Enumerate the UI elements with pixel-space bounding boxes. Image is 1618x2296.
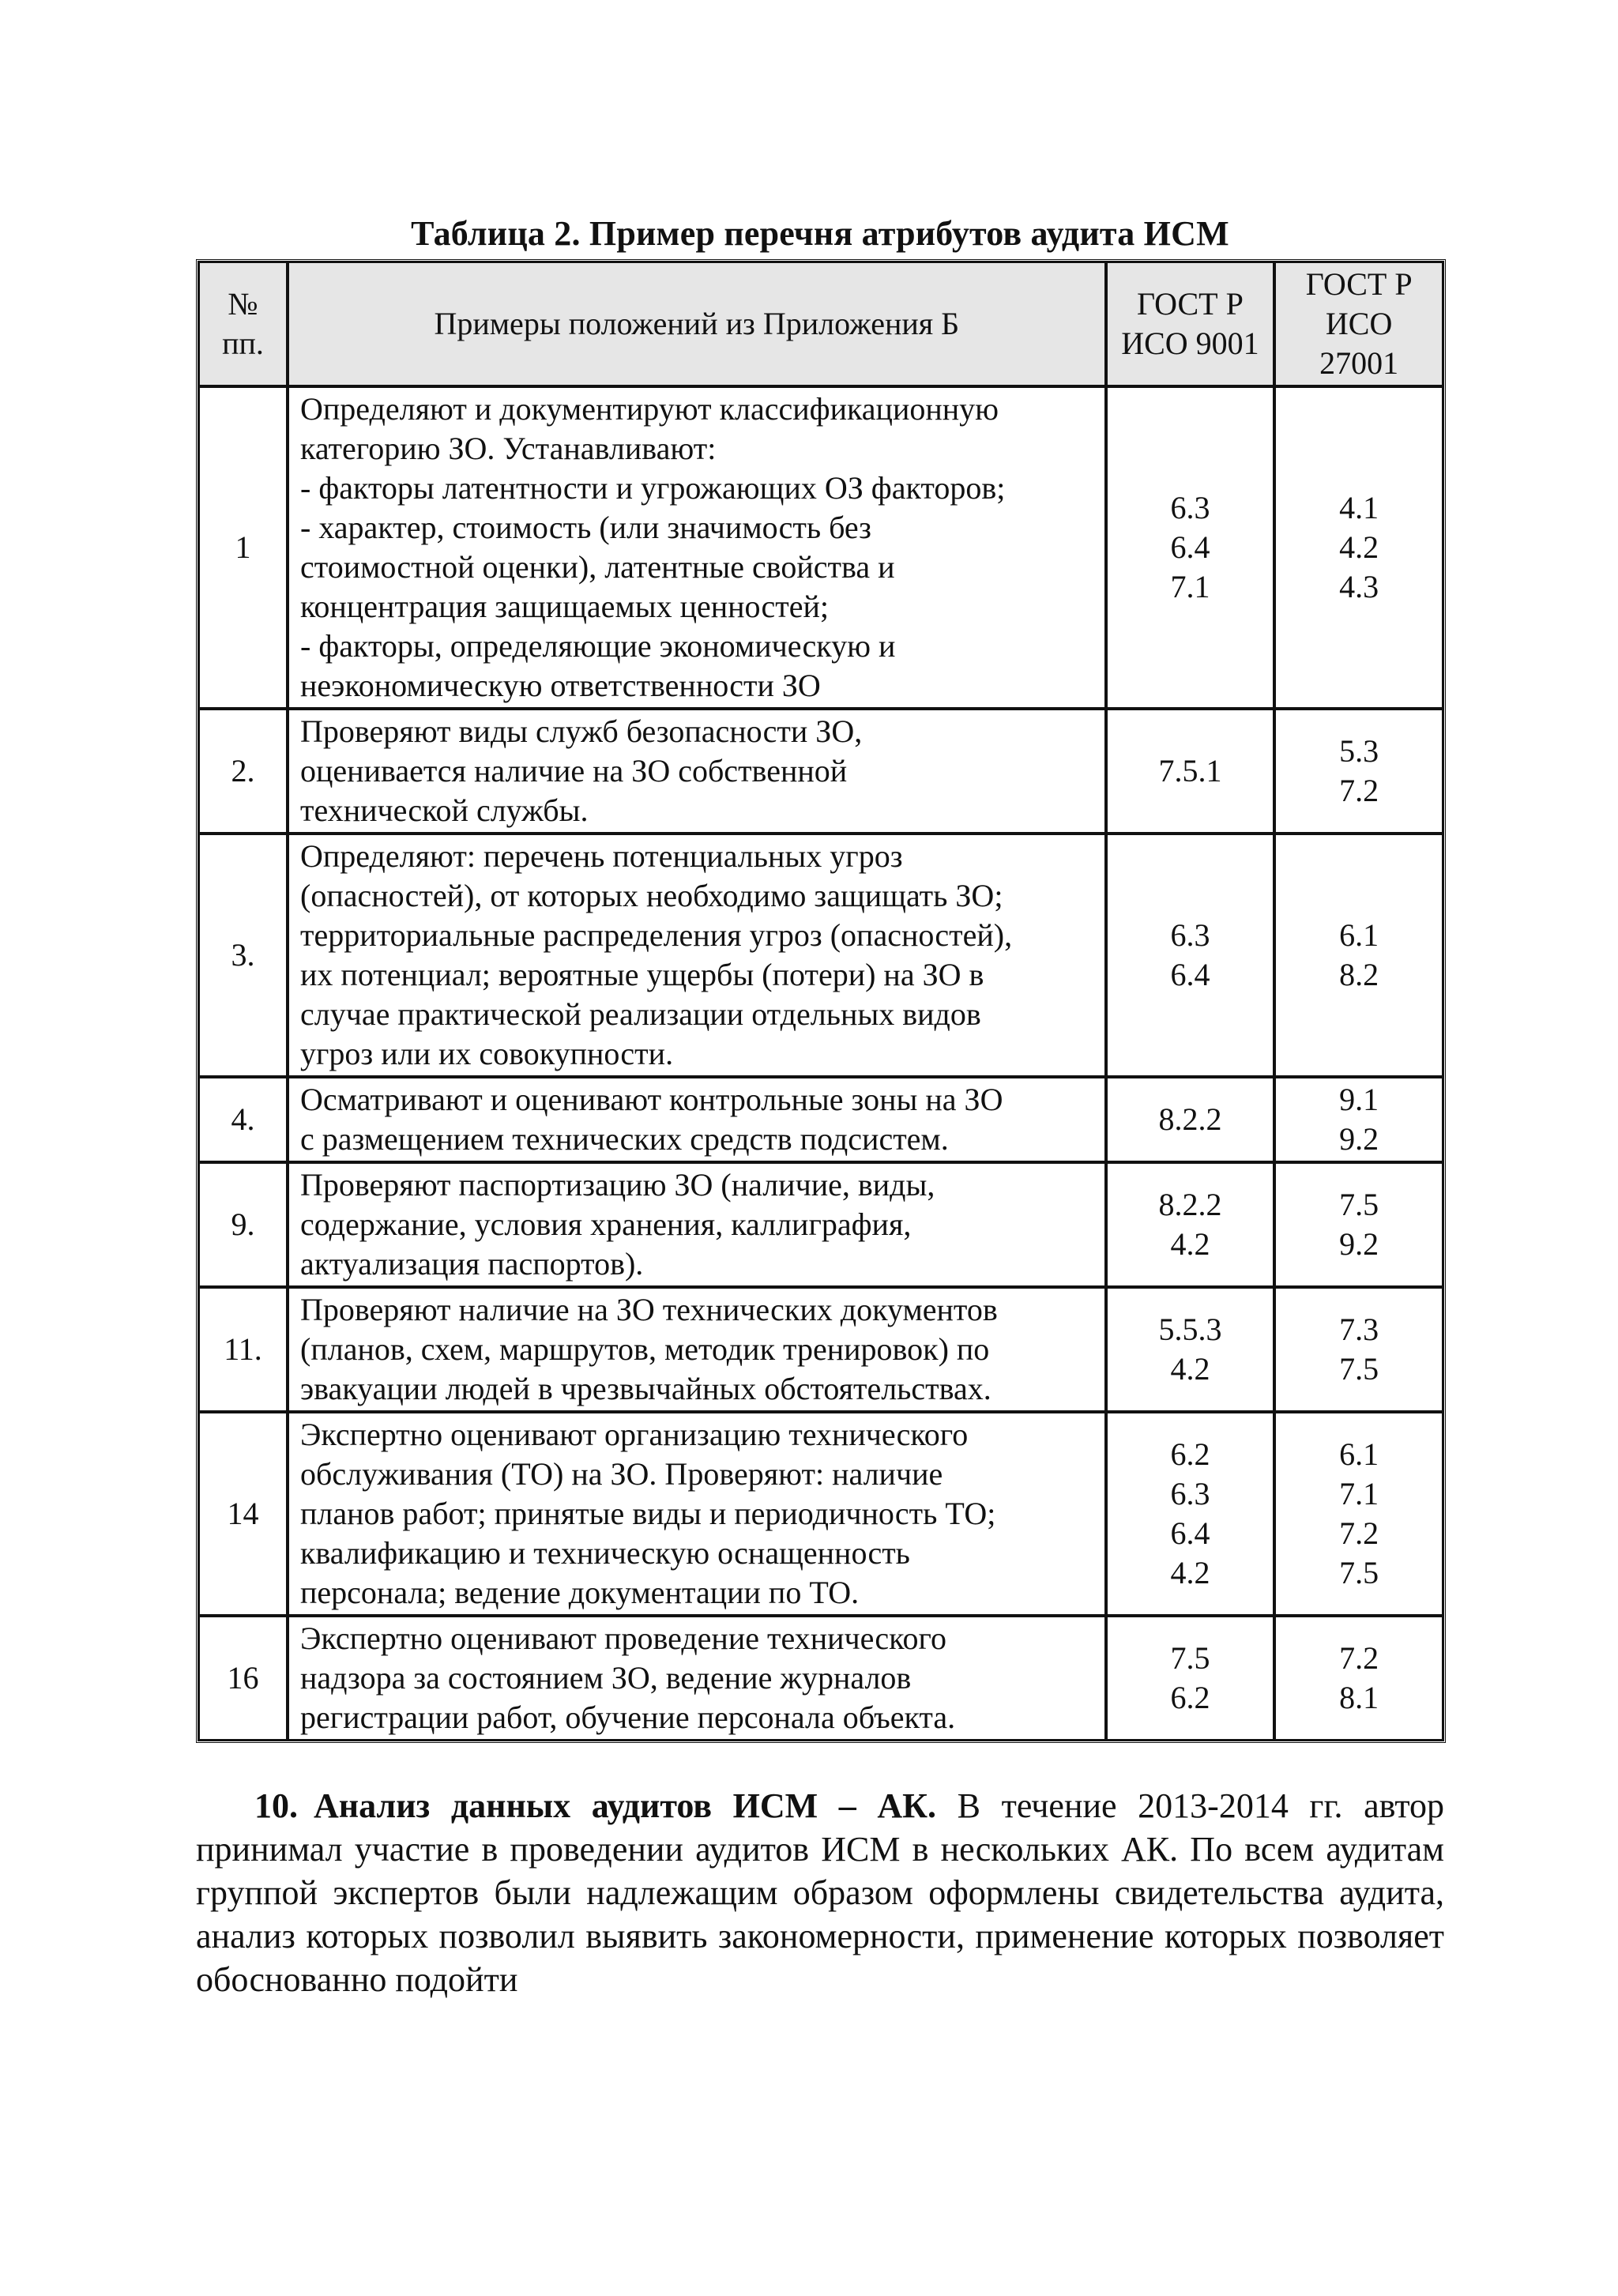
clause-ref: 6.4 — [1170, 1515, 1210, 1551]
description-line: Определяют и документируют классификационную — [300, 391, 999, 427]
description-line: категорию ЗО. Устанавливают: — [300, 431, 717, 466]
audit-attributes-table — [196, 259, 1446, 1743]
gost-9001-refs — [1106, 709, 1275, 834]
clause-ref: 6.1 — [1339, 917, 1379, 953]
clause-ref: 7.5 — [1339, 1555, 1379, 1590]
table-row — [198, 709, 1443, 834]
table-row — [198, 1287, 1443, 1412]
gost-27001-refs — [1274, 1077, 1443, 1162]
description-line: регистрации работ, обучение персонала объекта. — [300, 1699, 956, 1735]
description-line: - характер, стоимость (или значимость без — [300, 510, 871, 545]
description-line: (опасностей), от которых необходимо защищать ЗО; — [300, 878, 1003, 913]
document-page — [196, 213, 1444, 2036]
clause-ref: 9.2 — [1339, 1226, 1379, 1262]
description-line: - факторы, определяющие экономическую и — [300, 628, 896, 664]
clause-ref: 4.3 — [1339, 569, 1379, 604]
row-number: 4. — [198, 1077, 288, 1162]
row-number: 11. — [198, 1287, 288, 1412]
gost-27001-refs — [1274, 709, 1443, 834]
description-line: с размещением технических средств подсистем. — [300, 1121, 949, 1157]
description-line: Проверяют наличие на ЗО технических документов — [300, 1292, 998, 1327]
header-gost-27001: ГОСТ Р ИСО 27001 — [1274, 262, 1443, 386]
section-heading: Анализ данных аудитов ИСМ – АК. — [314, 1786, 937, 1825]
clause-ref: 8.2.2 — [1158, 1187, 1222, 1222]
row-number: 9. — [198, 1162, 288, 1287]
clause-ref: 7.2 — [1339, 773, 1379, 808]
description-line: Экспертно оценивают проведение технического — [300, 1620, 946, 1656]
clause-ref: 7.5 — [1339, 1187, 1379, 1222]
section-paragraph — [196, 1784, 1444, 2001]
header-num: № пп. — [198, 262, 288, 386]
gost-9001-refs — [1106, 386, 1275, 709]
description-line: Проверяют паспортизацию ЗО (наличие, виды, — [300, 1167, 935, 1203]
gost-9001-refs — [1106, 834, 1275, 1077]
clause-ref: 8.2 — [1339, 957, 1379, 992]
description-line: технической службы. — [300, 792, 589, 828]
section-text: В течение 2013-2014 гг. автор принимал участие в проведении аудитов ИСМ в нескольких АК. По всем аудитам группой экспертов были надлежащим образом оформлены свидетельства аудита, анализ которых позволил выявить закономерности, применение которых позволяет обоснованно подойти — [196, 1786, 1445, 1999]
clause-ref: 6.4 — [1170, 957, 1210, 992]
description-line: Осматривают и оценивают контрольные зоны на ЗО — [300, 1082, 1003, 1117]
table-row — [198, 1077, 1443, 1162]
header-gost-9001: ГОСТ Р ИСО 9001 — [1106, 262, 1275, 386]
row-description — [288, 834, 1106, 1077]
gost-27001-refs — [1274, 1616, 1443, 1741]
row-description — [288, 1616, 1106, 1741]
clause-ref: 7.5 — [1339, 1351, 1379, 1387]
description-line: обслуживания (ТО) на ЗО. Проверяют: наличие — [300, 1456, 943, 1492]
description-line: Экспертно оценивают организацию технического — [300, 1417, 969, 1452]
table-row — [198, 1162, 1443, 1287]
description-line: случае практической реализации отдельных видов — [300, 996, 981, 1032]
description-line: концентрация защищаемых ценностей; — [300, 589, 830, 624]
clause-ref: 7.5 — [1170, 1640, 1210, 1676]
clause-ref: 9.2 — [1339, 1121, 1379, 1157]
row-number: 1 — [198, 386, 288, 709]
clause-ref: 8.1 — [1339, 1680, 1379, 1715]
table-row — [198, 386, 1443, 709]
gost-9001-refs — [1106, 1162, 1275, 1287]
clause-ref: 7.1 — [1339, 1476, 1379, 1511]
gost-27001-refs — [1274, 1287, 1443, 1412]
clause-ref: 6.4 — [1170, 529, 1210, 565]
row-number: 2. — [198, 709, 288, 834]
table-row — [198, 1616, 1443, 1741]
description-line: Определяют: перечень потенциальных угроз — [300, 838, 903, 874]
gost-27001-refs — [1274, 1162, 1443, 1287]
row-description — [288, 709, 1106, 834]
clause-ref: 4.2 — [1170, 1351, 1210, 1387]
description-line: (планов, схем, маршрутов, методик тренировок) по — [300, 1331, 990, 1367]
gost-27001-refs — [1274, 1412, 1443, 1616]
clause-ref: 4.2 — [1170, 1555, 1210, 1590]
gost-27001-refs — [1274, 386, 1443, 709]
clause-ref: 7.5.1 — [1158, 753, 1222, 789]
header-text: Примеры положений из Приложения Б — [288, 262, 1106, 386]
description-line: оценивается наличие на ЗО собственной — [300, 753, 848, 789]
row-description — [288, 1077, 1106, 1162]
description-line: стоимостной оценки), латентные свойства и — [300, 549, 895, 585]
description-line: - факторы латентности и угрожающих ОЗ факторов; — [300, 470, 1006, 506]
gost-9001-refs — [1106, 1616, 1275, 1741]
table-body — [198, 386, 1443, 1741]
section-number: 10. — [254, 1786, 298, 1825]
clause-ref: 7.1 — [1170, 569, 1210, 604]
clause-ref: 8.2.2 — [1158, 1101, 1222, 1137]
table-header-row — [198, 262, 1443, 386]
row-description — [288, 386, 1106, 709]
clause-ref: 7.2 — [1339, 1515, 1379, 1551]
clause-ref: 4.1 — [1339, 490, 1379, 525]
description-line: неэкономическую ответственности ЗО — [300, 668, 821, 703]
description-line: угроз или их совокупности. — [300, 1036, 674, 1071]
clause-ref: 9.1 — [1339, 1082, 1379, 1117]
clause-ref: 7.2 — [1339, 1640, 1379, 1676]
clause-ref: 7.3 — [1339, 1312, 1379, 1347]
clause-ref: 4.2 — [1170, 1226, 1210, 1262]
clause-ref: 6.3 — [1170, 917, 1210, 953]
row-description — [288, 1287, 1106, 1412]
gost-9001-refs — [1106, 1287, 1275, 1412]
description-line: содержание, условия хранения, каллиграфия, — [300, 1206, 912, 1242]
clause-ref: 6.3 — [1170, 490, 1210, 525]
gost-27001-refs — [1274, 834, 1443, 1077]
description-line: квалификацию и техническую оснащенность — [300, 1535, 910, 1571]
table-row — [198, 1412, 1443, 1616]
description-line: персонала; ведение документации по ТО. — [300, 1575, 860, 1610]
description-line: их потенциал; вероятные ущербы (потери) на ЗО в — [300, 957, 984, 992]
clause-ref: 5.5.3 — [1158, 1312, 1222, 1347]
clause-ref: 5.3 — [1339, 733, 1379, 769]
description-line: планов работ; принятые виды и периодичность ТО; — [300, 1496, 996, 1531]
row-number: 16 — [198, 1616, 288, 1741]
clause-ref: 4.2 — [1339, 529, 1379, 565]
description-line: Проверяют виды служб безопасности ЗО, — [300, 713, 863, 749]
row-number: 3. — [198, 834, 288, 1077]
clause-ref: 6.2 — [1170, 1436, 1210, 1472]
clause-ref: 6.1 — [1339, 1436, 1379, 1472]
gost-9001-refs — [1106, 1077, 1275, 1162]
description-line: актуализация паспортов). — [300, 1246, 644, 1282]
table-row — [198, 834, 1443, 1077]
gost-9001-refs — [1106, 1412, 1275, 1616]
clause-ref: 6.2 — [1170, 1680, 1210, 1715]
row-description — [288, 1412, 1106, 1616]
row-description — [288, 1162, 1106, 1287]
description-line: эвакуации людей в чрезвычайных обстоятельствах. — [300, 1371, 991, 1406]
table-caption: Таблица 2. Пример перечня атрибутов аудита ИСМ — [411, 214, 1229, 253]
description-line: территориальные распределения угроз (опасностей), — [300, 917, 1013, 953]
description-line: надзора за состоянием ЗО, ведение журналов — [300, 1660, 912, 1696]
row-number: 14 — [198, 1412, 288, 1616]
clause-ref: 6.3 — [1170, 1476, 1210, 1511]
